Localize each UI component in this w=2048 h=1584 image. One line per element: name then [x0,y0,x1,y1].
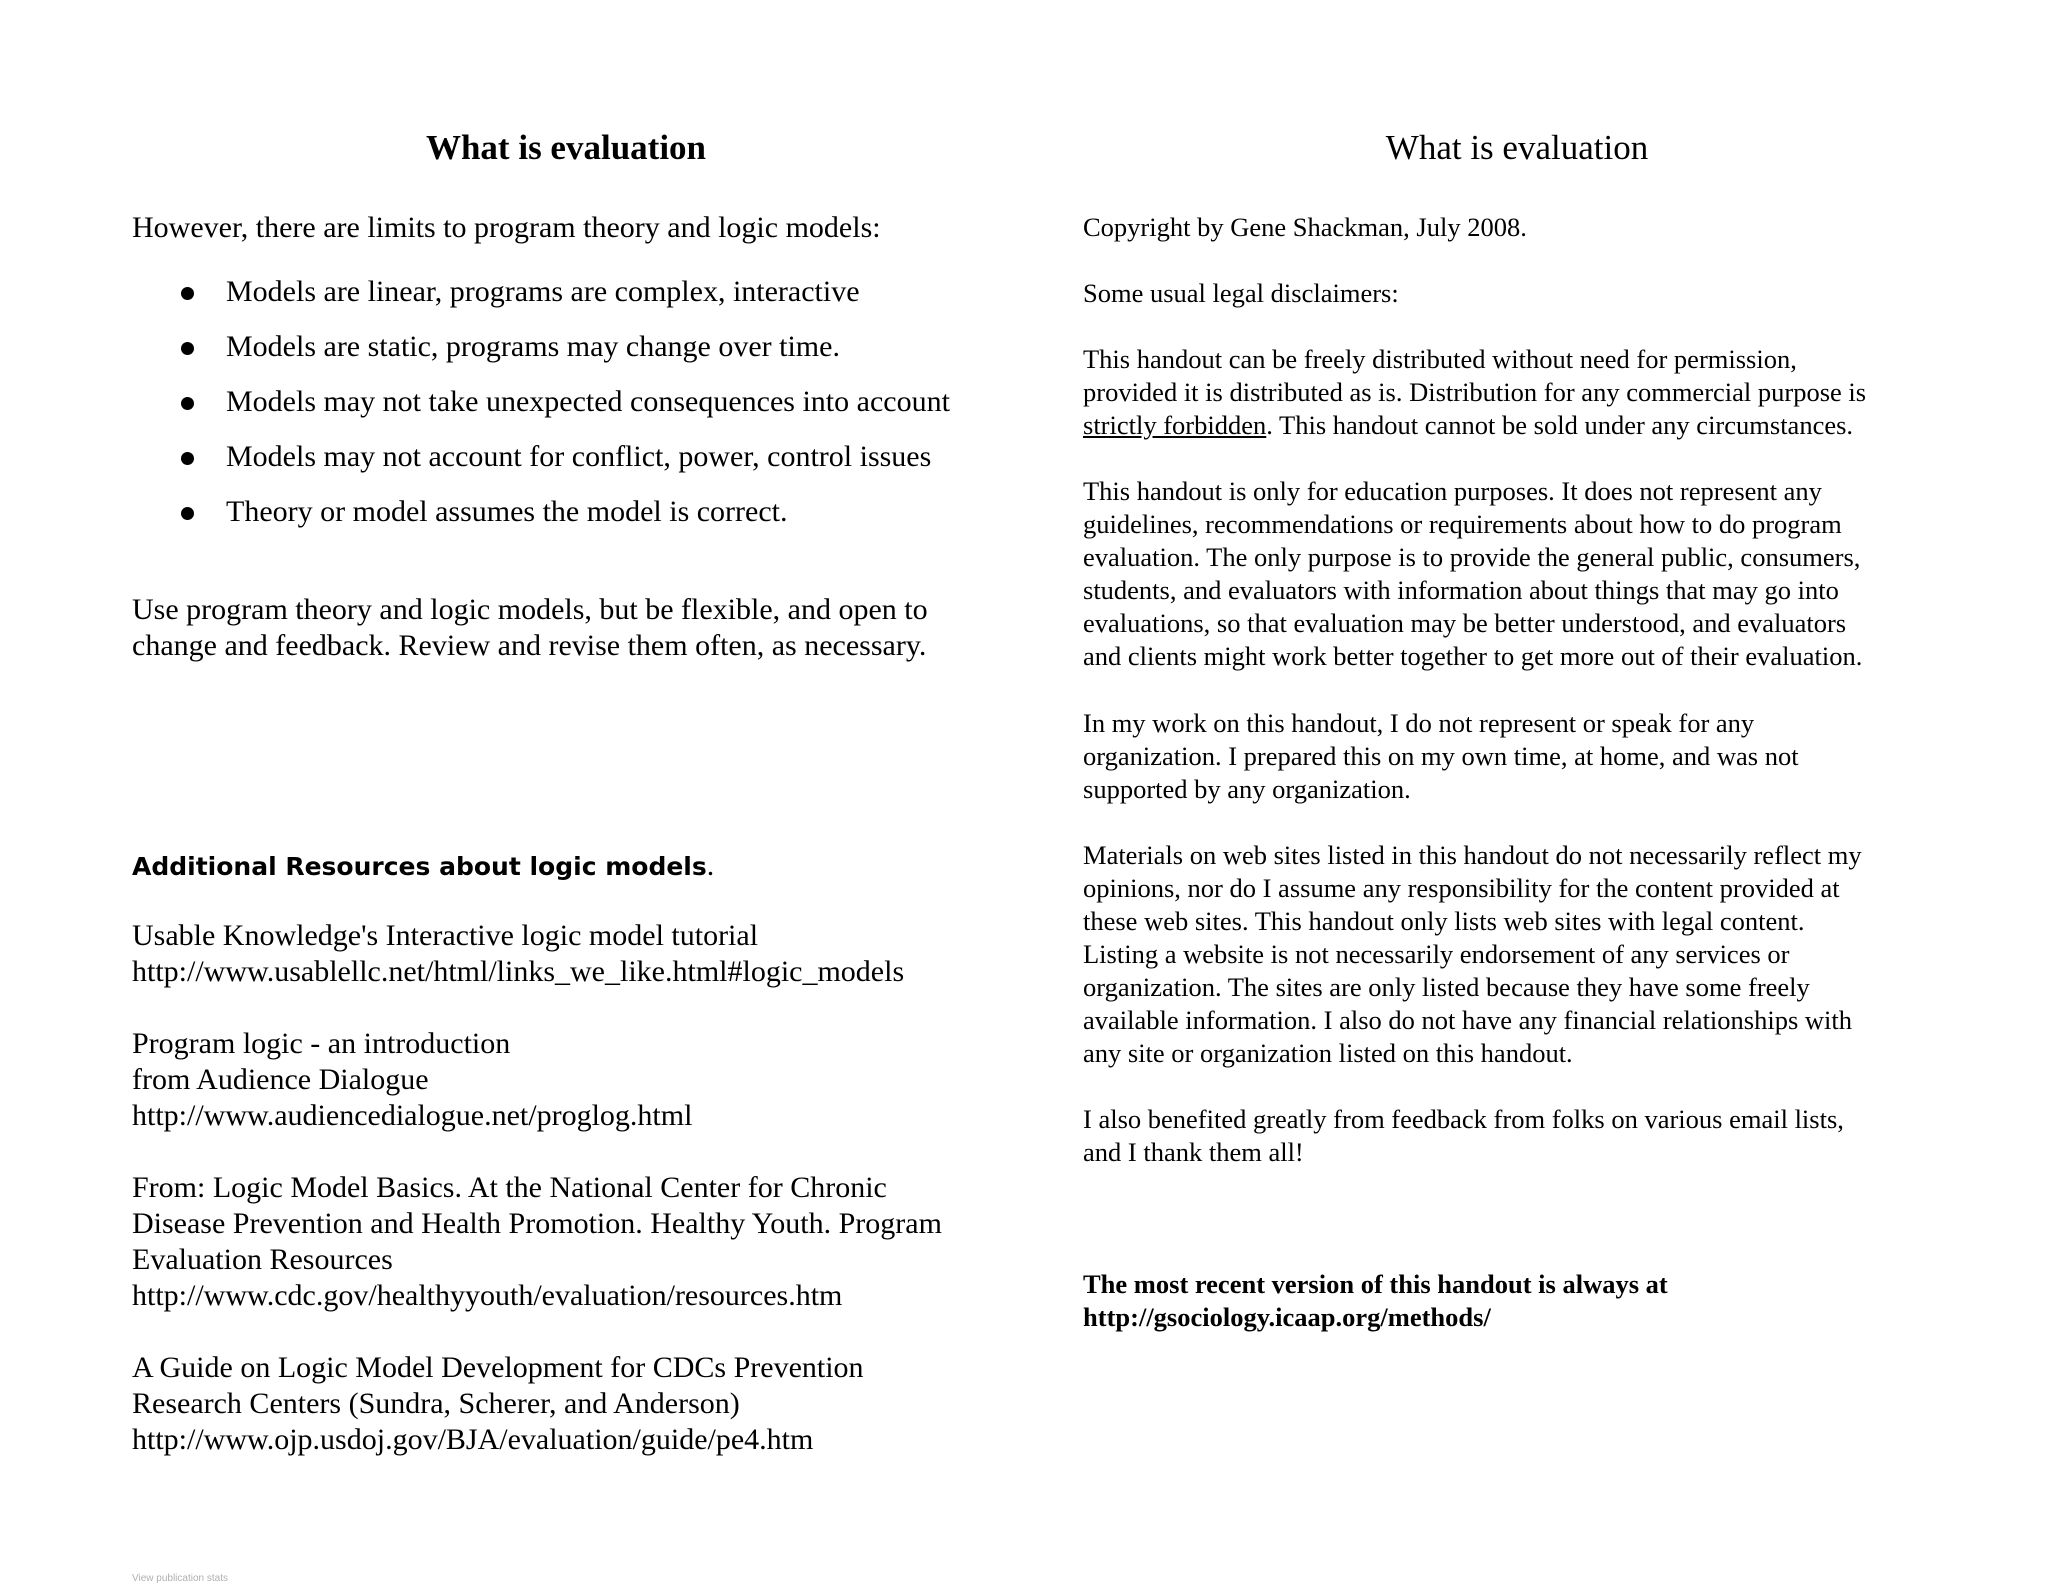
education-paragraph [1083,475,1862,673]
paragraph-line-rest: . This handout cannot be sold under any circumstances. [1266,410,1854,440]
list-item [132,274,950,329]
paragraph-line: provided it is distributed as is. Distribution for any commercial purpose is [1083,377,1867,407]
paragraph-line: This handout can be freely distributed without need for permission, [1083,344,1797,374]
resource-link[interactable]: http://www.usablellc.net/html/links_we_like.html#logic_models [132,955,905,988]
resource-title: Evaluation Resources [132,1243,393,1276]
resource-title: Research Centers (Sundra, Scherer, and Anderson) [132,1387,740,1420]
copyright-line [1083,211,1527,244]
resource-title: Program logic - an introduction [132,1027,511,1060]
paragraph-line: This handout is only for education purposes. It does not represent any [1083,476,1822,506]
view-publication-stats-link[interactable]: View publication stats [132,1573,228,1584]
paragraph-line: I also benefited greatly from feedback from folks on various email lists, [1083,1104,1844,1134]
paragraph-line: supported by any organization. [1083,774,1411,804]
list-item [132,329,950,384]
limits-bullet-list [132,274,950,549]
resource-item [132,1026,692,1134]
bullet-dot-icon [181,507,194,520]
paragraph-line: evaluations, so that evaluation may be better understood, and evaluators [1083,608,1847,638]
resource-source: from Audience Dialogue [132,1063,429,1096]
resource-title: A Guide on Logic Model Development for CDCs Prevention [132,1351,864,1384]
thanks-paragraph [1083,1103,1844,1169]
list-item [132,384,950,439]
resources-heading-period: . [706,849,715,882]
closing-paragraph [132,592,1012,664]
paragraph-line: Use program theory and logic models, but be flexible, and open to [132,593,928,626]
paragraph-line: opinions, nor do I assume any responsibility for the content provided at [1083,873,1840,903]
resource-link[interactable]: http://www.cdc.gov/healthyyouth/evaluation/resources.htm [132,1279,843,1312]
paragraph-line: available information. I also do not have any financial relationships with [1083,1005,1853,1035]
bullet-dot-icon [181,397,194,410]
copyright-text: Copyright by Gene Shackman, July 2008. [1083,212,1527,242]
paragraph-line: students, and evaluators with information about things that may go into [1083,575,1839,605]
strictly-forbidden-text: strictly forbidden [1083,410,1267,440]
bullet-text: Theory or model assumes the model is correct. [226,495,788,528]
paragraph-line: Materials on web sites listed in this handout do not necessarily reflect my [1083,840,1862,870]
bullet-text: Models may not take unexpected consequences into account [226,385,950,418]
limits-intro: However, there are limits to program theory and logic models: [132,211,881,244]
bullet-text: Models may not account for conflict, power, control issues [226,440,932,473]
resources-heading-text: Additional Resources about logic models [132,852,707,881]
resource-title: From: Logic Model Basics. At the National Center for Chronic [132,1171,887,1204]
paragraph-line: Listing a website is not necessarily endorsement of any services or [1083,939,1790,969]
resource-item [132,1170,942,1314]
paragraph-line: guidelines, recommendations or requirements about how to do program [1083,509,1842,539]
representation-paragraph [1083,707,1799,806]
bullet-dot-icon [181,342,194,355]
paragraph-line [1083,409,1866,442]
materials-paragraph [1083,839,1862,1070]
paragraph-line: and I thank them all! [1083,1137,1304,1167]
paragraph-line: organization. I prepared this on my own time, at home, and was not [1083,741,1799,771]
paragraph-line: organization. The sites are only listed because they have some freely [1083,972,1810,1002]
paragraph-line: these web sites. This handout only lists web sites with legal content. [1083,906,1805,936]
bullet-dot-icon [181,287,194,300]
left-page-title: What is evaluation [425,128,707,167]
disclaimers-intro-text: Some usual legal disclaimers: [1083,278,1399,308]
resource-title: Disease Prevention and Health Promotion. Healthy Youth. Program [132,1207,942,1240]
paragraph-line: any site or organization listed on this handout. [1083,1038,1573,1068]
resource-item [132,1350,864,1458]
disclaimers-intro [1083,277,1399,310]
resource-link[interactable]: http://www.audiencedialogue.net/proglog.html [132,1099,693,1132]
paragraph-line: evaluation. The only purpose is to provide the general public, consumers, [1083,542,1861,572]
list-item [132,439,950,494]
recent-version-text: The most recent version of this handout is always at [1083,1269,1668,1299]
paragraph-line: In my work on this handout, I do not represent or speak for any [1083,708,1755,738]
paragraph-line: change and feedback. Review and revise them often, as necessary. [132,629,927,662]
bullet-dot-icon [181,452,194,465]
bullet-text: Models are linear, programs are complex, interactive [226,275,860,308]
right-page-title: What is evaluation [1385,128,1649,167]
resource-item [132,918,904,990]
resources-heading [132,849,714,884]
bullet-text: Models are static, programs may change over time. [226,330,840,363]
paragraph-line: and clients might work better together to get more out of their evaluation. [1083,641,1863,671]
recent-version-link[interactable]: http://gsociology.icaap.org/methods/ [1083,1302,1491,1332]
resource-title: Usable Knowledge's Interactive logic model tutorial [132,919,759,952]
distribution-paragraph [1083,343,1866,442]
recent-version-note [1083,1268,1668,1334]
resource-link[interactable]: http://www.ojp.usdoj.gov/BJA/evaluation/guide/pe4.htm [132,1423,814,1456]
list-item [132,494,950,549]
